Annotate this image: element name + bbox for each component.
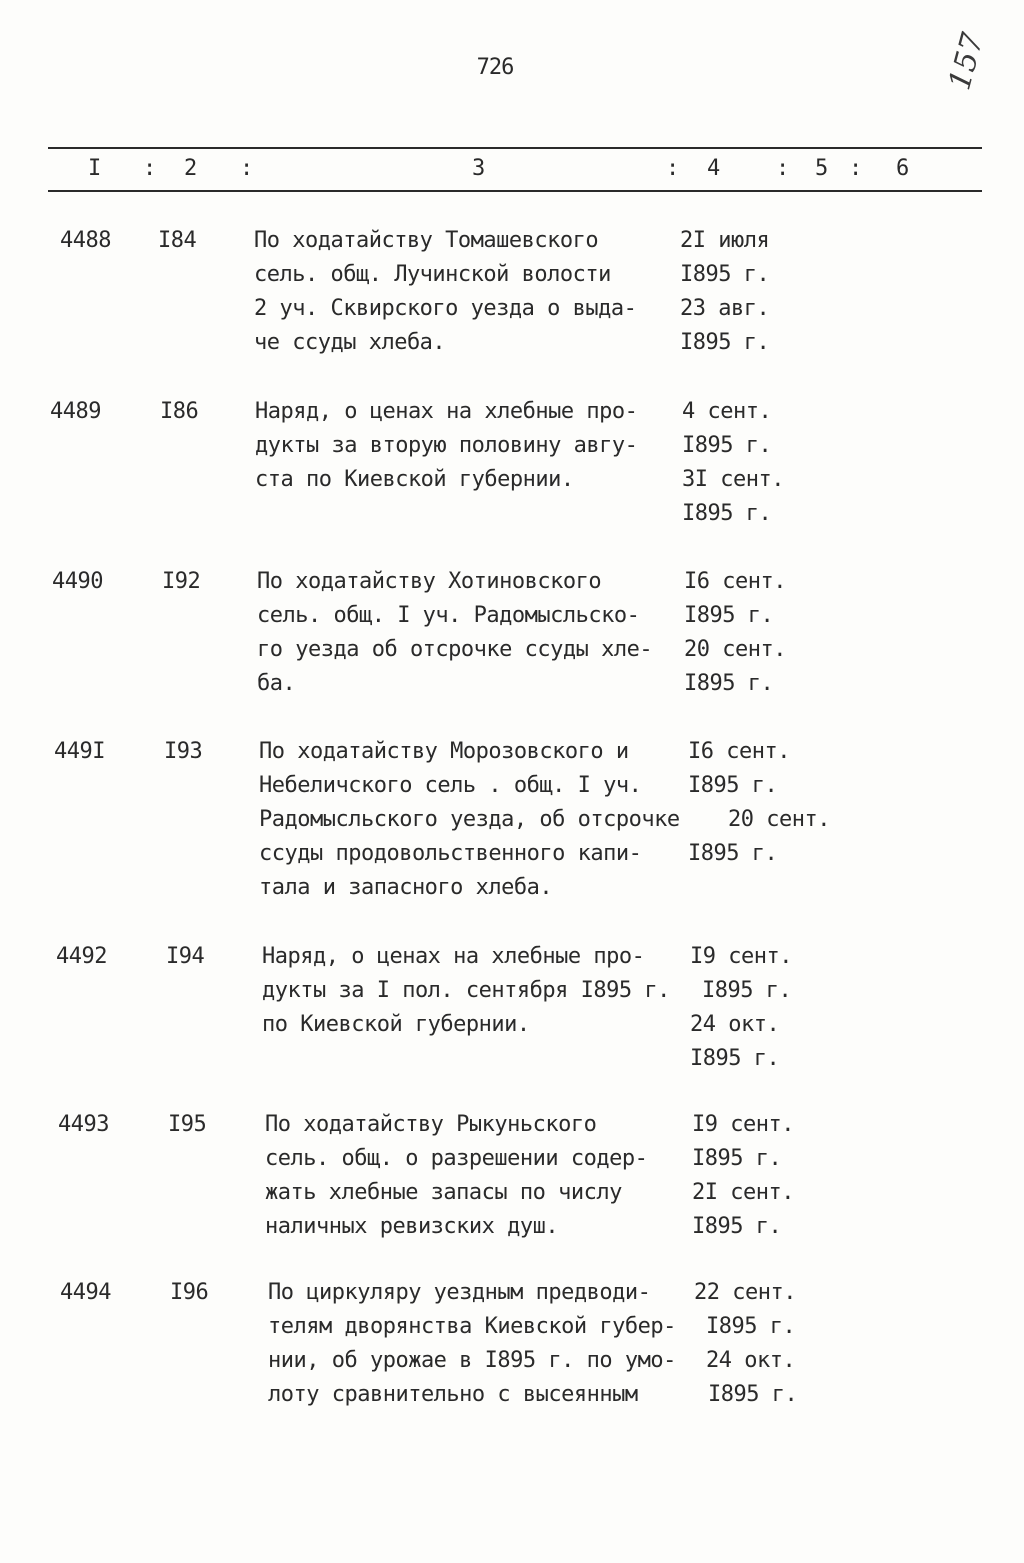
date-line: I895 г.: [680, 262, 770, 287]
column-header-6: 6: [896, 156, 910, 181]
description-line: Радомысльского уезда, об отсрочке: [259, 807, 680, 832]
description-line: ссуды продовольственного капи-: [259, 841, 642, 866]
description-line: че ссуды хлеба.: [254, 330, 446, 355]
date-line: 22 сент.: [694, 1280, 796, 1305]
date-line: 24 окт.: [690, 1012, 780, 1037]
entry-description: [254, 224, 636, 360]
description-line: нии, об урожае в I895 г. по умо-: [268, 1348, 676, 1373]
date-line: I895 г.: [682, 501, 772, 526]
description-line: тала и запасного хлеба.: [259, 875, 553, 900]
entry-description: [262, 940, 670, 1042]
description-line: 2 уч. Сквирского уезда о выда-: [254, 296, 637, 321]
entry-dates: [682, 395, 784, 531]
description-line: сель. общ. о разрешении содер-: [265, 1146, 648, 1171]
date-line: I895 г.: [684, 603, 774, 628]
date-line: 2I сент.: [692, 1180, 794, 1205]
table-top-rule: [48, 147, 982, 149]
description-line: ба.: [257, 671, 296, 696]
description-line: сель. общ. Лучинской волости: [254, 262, 611, 287]
date-line: I9 сент.: [690, 944, 792, 969]
column-header-4: 4: [707, 156, 721, 181]
description-line: жать хлебные запасы по числу: [265, 1180, 622, 1205]
column-header-row: [0, 156, 1024, 182]
archive-folio-mark: 157: [942, 29, 991, 94]
description-line: го уезда об отсрочке ссуды хле-: [257, 637, 653, 662]
entry-dates: [692, 1108, 794, 1244]
description-line: Наряд, о ценах на хлебные про-: [262, 944, 645, 969]
date-line: I6 сент.: [684, 569, 786, 594]
entry-number: 449I: [54, 739, 105, 764]
date-line: I9 сент.: [692, 1112, 794, 1137]
date-line: 24 окт.: [706, 1348, 796, 1373]
entry-number: 4494: [60, 1280, 111, 1305]
entry-number: 4492: [56, 944, 107, 969]
entry-description: [268, 1276, 676, 1412]
date-line: 20 сент.: [728, 807, 830, 832]
description-line: По ходатайству Рыкуньского: [265, 1112, 597, 1137]
column-separator: :: [666, 156, 680, 181]
date-line: I895 г.: [706, 1314, 796, 1339]
date-line: 20 сент.: [684, 637, 786, 662]
description-line: по Киевской губернии.: [262, 1012, 530, 1037]
entry-folio: I94: [166, 944, 205, 969]
description-line: По ходатайству Томашевского: [254, 228, 599, 253]
description-line: По ходатайству Хотиновского: [257, 569, 602, 594]
entry-folio: I96: [170, 1280, 209, 1305]
date-line: I895 г.: [708, 1382, 798, 1407]
entry-number: 4489: [50, 399, 101, 424]
entry-description: [265, 1108, 647, 1244]
entry-description: [259, 735, 680, 905]
date-line: I895 г.: [690, 1046, 780, 1071]
entry-number: 4493: [58, 1112, 109, 1137]
column-separator: :: [776, 156, 790, 181]
description-line: Небеличского сель . общ. I уч.: [259, 773, 642, 798]
table-header-rule: [48, 190, 982, 192]
date-line: 4 сент.: [682, 399, 772, 424]
description-line: По ходатайству Морозовского и: [259, 739, 629, 764]
description-line: Наряд, о ценах на хлебные про-: [255, 399, 638, 424]
date-line: I895 г.: [684, 671, 774, 696]
entry-description: [257, 565, 652, 701]
column-header-1: I: [88, 156, 102, 181]
column-header-2: 2: [184, 156, 198, 181]
entry-dates: [688, 735, 830, 871]
entry-description: [255, 395, 637, 497]
date-line: 3I сент.: [682, 467, 784, 492]
column-separator: :: [143, 156, 157, 181]
entry-folio: I86: [160, 399, 199, 424]
description-line: дукты за вторую половину авгу-: [255, 433, 638, 458]
entry-number: 4488: [60, 228, 111, 253]
column-header-5: 5: [815, 156, 829, 181]
column-separator: :: [240, 156, 254, 181]
entry-folio: I95: [168, 1112, 207, 1137]
date-line: I895 г.: [688, 841, 778, 866]
date-line: I895 г.: [688, 773, 778, 798]
entry-folio: I84: [158, 228, 197, 253]
description-line: ста по Киевской губернии.: [255, 467, 574, 492]
entry-dates: [684, 565, 786, 701]
description-line: дукты за I пол. сентября I895 г.: [262, 978, 670, 1003]
date-line: I895 г.: [682, 433, 772, 458]
entry-folio: I93: [164, 739, 203, 764]
entry-folio: I92: [162, 569, 201, 594]
date-line: 2I июля: [680, 228, 770, 253]
entry-number: 4490: [52, 569, 103, 594]
date-line: I895 г.: [680, 330, 770, 355]
date-line: I6 сент.: [688, 739, 790, 764]
page-number: 726: [476, 55, 514, 80]
description-line: наличных ревизских душ.: [265, 1214, 559, 1239]
date-line: 23 авг.: [680, 296, 770, 321]
description-line: сель. общ. I уч. Радомысльско-: [257, 603, 640, 628]
date-line: I895 г.: [702, 978, 792, 1003]
date-line: I895 г.: [692, 1146, 782, 1171]
column-separator: :: [849, 156, 863, 181]
entry-dates: [694, 1276, 797, 1412]
description-line: лоту сравнительно с высеянным: [268, 1382, 638, 1407]
entry-dates: [680, 224, 769, 360]
entry-dates: [690, 940, 792, 1076]
date-line: I895 г.: [692, 1214, 782, 1239]
description-line: По циркуляру уездным предводи-: [268, 1280, 651, 1305]
column-header-3: 3: [472, 156, 486, 181]
description-line: телям дворянства Киевской губер-: [268, 1314, 676, 1339]
